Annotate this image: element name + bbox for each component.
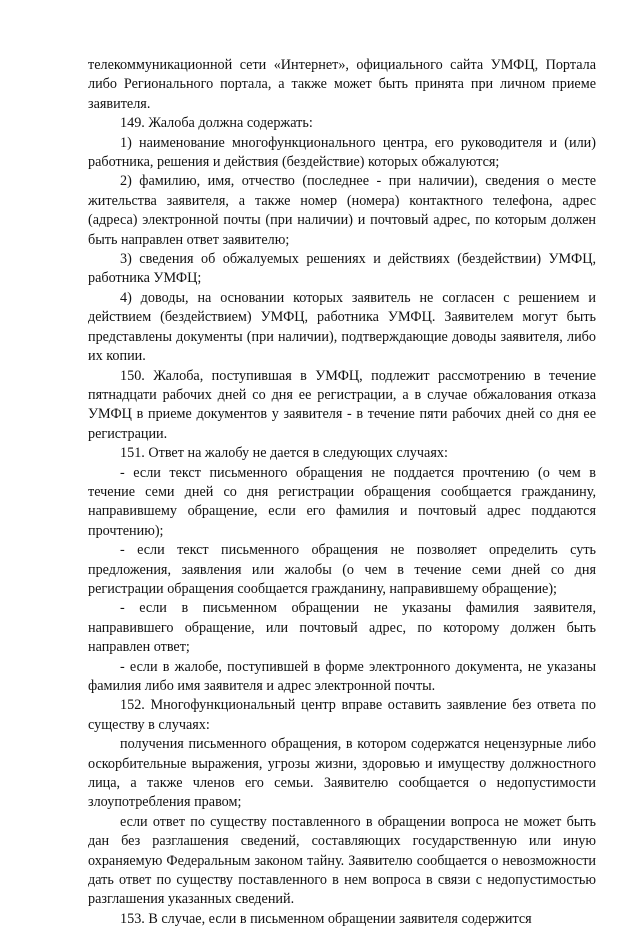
paragraph-151-case-3: - если в письменном обращении не указаны фамилия заявителя, направившего обращение, или почтовый адрес, по которому должен быть направлен ответ; <box>88 600 596 656</box>
paragraph-149-item-4: 4) доводы, на основании которых заявитель не согласен с решением и действием (бездействием) УМФЦ, работника УМФЦ. Заявителем могут быть представлены документы (при наличии), подтверждающие доводы заявителя, либо их копии. <box>88 289 596 365</box>
paragraph-152: 152. Многофункциональный центр вправе оставить заявление без ответа по существу в случаях: <box>88 697 596 733</box>
paragraph-149-item-3: 3) сведения об обжалуемых решениях и действиях (бездействии) УМФЦ, работника УМФЦ; <box>88 251 596 287</box>
paragraph-151: 151. Ответ на жалобу не дается в следующих случаях: <box>120 445 448 462</box>
paragraph-continuation: телекоммуникационной сети «Интернет», официального сайта УМФЦ, Портала либо Регионального портала, а также может быть принята при личном приеме заявителя. <box>88 57 596 112</box>
paragraph-152-case-1: получения письменного обращения, в котором содержатся нецензурные либо оскорбительные выражения, угрозы жизни, здоровью и имуществу должностного лица, а также членов его семьи. Заявителю сообщается о недопустимости злоупотребления правом; <box>88 736 596 811</box>
paragraph-153: 153. В случае, если в письменном обращении заявителя содержится <box>120 910 532 927</box>
paragraph-149: 149. Жалоба должна содержать: <box>120 115 313 132</box>
paragraph-150: 150. Жалоба, поступившая в УМФЦ, подлежит рассмотрению в течение пятнадцати рабочих дней со дня ее регистрации, а в случае обжалования отказа УМФЦ в приеме документов у заявителя - в течение пяти рабочих дней со дня ее регистрации. <box>88 367 596 442</box>
paragraph-151-case-4: - если в жалобе, поступившей в форме электронного документа, не указаны фамилия либо имя заявителя и адрес электронной почты. <box>88 658 596 694</box>
paragraph-151-case-2: - если текст письменного обращения не позволяет определить суть предложения, заявления или жалобы (о чем в течение семи дней со дня регистрации обращения сообщается гражданину, направившему обращение); <box>88 542 596 597</box>
paragraph-152-case-2: если ответ по существу поставленного в обращении вопроса не может быть дан без разглашения сведений, составляющих государственную или иную охраняемую Федеральным законом тайну. Заявителю сообщается о невозможности дать ответ по существу поставленного в нем вопроса в связи с недопустимостью разглашения указанных сведений. <box>88 813 596 908</box>
paragraph-149-item-1: 1) наименование многофункционального центра, его руководителя и (или) работника, решения и действия (бездействие) которых обжалуются; <box>88 134 596 171</box>
paragraph-151-case-1: - если текст письменного обращения не поддается прочтению (о чем в течение семи дней со дня регистрации обращения сообщается гражданину, направившему обращение, если его фамилия и почтовый адрес поддаются прочтению); <box>88 464 596 539</box>
paragraph-149-item-2: 2) фамилию, имя, отчество (последнее - при наличии), сведения о месте жительства заявителя, а также номер (номера) контактного телефона, адрес (адреса) электронной почты (при наличии) и почтовый адрес, по которым должен быть направлен ответ заявителю; <box>88 173 596 248</box>
document-page <box>88 56 596 929</box>
